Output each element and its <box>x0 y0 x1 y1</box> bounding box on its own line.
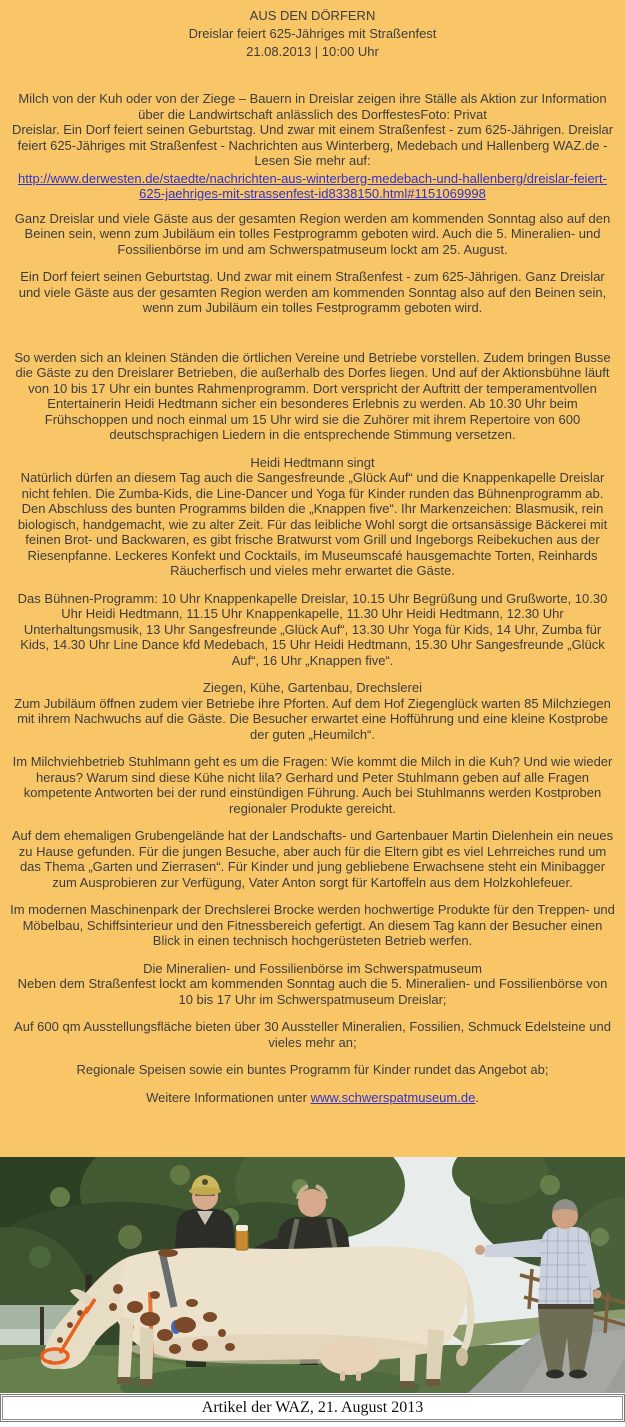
article-title: Dreislar feiert 625-Jähriges mit Straßenfest <box>188 26 437 41</box>
paragraph-lead: Dreislar. Ein Dorf feiert seinen Geburtstag. Und zwar mit einem Straßenfest - zum 625-Jährigen. Dreislar feiert 625-Jähriges mit Straßenfest - Nachrichten aus Winterberg, Medebach und Hallenberg WAZ.de - Lesen Sie mehr auf: <box>11 122 614 168</box>
article-photo <box>0 1157 625 1393</box>
paragraph-ausstellung: Auf 600 qm Ausstellungsfläche bieten über 30 Aussteller Mineralien, Fossilien, Schmuck Edelsteine und vieles mehr an; <box>14 1019 611 1050</box>
paragraph-info <box>9 1090 616 1106</box>
source-article-link[interactable]: http://www.derwesten.de/staedte/nachrichten-aus-winterberg-medebach-und-hallenberg/dreislar-feiert-625-jaehriges-mit-strassenfest-id8338150.html#1151069998 <box>18 170 607 201</box>
article-datetime: 21.08.2013 | 10:00 Uhr <box>246 44 379 59</box>
paragraph-dorf: Ein Dorf feiert seinen Geburtstag. Und zwar mit einem Straßenfest - zum 625-Jährigen. Ganz Dreislar und viele Gäste aus der gesamten Region werden am kommenden Sonntag also auf den Beinen sein, wenn zum Jubiläum ein tolles Festprogramm geboten wird. <box>18 269 607 315</box>
paragraph-speisen: Regionale Speisen sowie ein buntes Programm für Kinder rundet das Angebot ab; <box>76 1062 549 1077</box>
museum-link[interactable]: www.schwerspatmuseum.de <box>310 1089 476 1105</box>
info-prefix: Weitere Informationen unter <box>146 1089 311 1105</box>
paragraph-boerse: Neben dem Straßenfest lockt am kommenden Sonntag auch die 5. Mineralien- und Fossilienbörse von 10 bis 17 Uhr im Schwerspatmuseum Dreislar; <box>17 976 608 1007</box>
photo-beer-glass <box>236 1225 248 1250</box>
paragraph-staende: So werden sich an kleinen Ständen die örtlichen Vereine und Betriebe vorstellen. Zudem bringen Busse die Gäste zu den Dreislarer Betrieben, die außerhalb des Dorfes liegen. Und auf der Aktionsbühne läuft von 10 bis 17 Uhr ein buntes Rahmenprogramm. Dort verspricht der Auftritt der temperamentvollen Entertainerin Heidi Hedtmann sicher ein besonderes Erlebnis zu werden. Ab 10.30 Uhr beim Frühschoppen und noch einmal um 15 Uhr wird sie die Zuhörer mit ihrem Repertoire von 600 deutschsprachigen Liedern in die entsprechende Stimmung versetzen. <box>14 349 611 442</box>
source-link-line <box>9 171 616 202</box>
paragraph-stuhlmann: Im Milchviehbetrieb Stuhlmann geht es um die Fragen: Wie kommt die Milch in die Kuh? Und wie wieder heraus? Warum sind diese Kühe nicht lila? Gerhard und Peter Stuhlmann geben auf alle Fragen kompetente Antworten bei der rund einstündigen Führung. Auch bei Stuhlmanns werden Kostproben regionaler Produkte gereicht. <box>12 754 613 816</box>
farm-photo-illustration <box>0 1157 625 1393</box>
subhead-hedtmann: Heidi Hedtmann singt <box>250 454 375 470</box>
section-kicker: AUS DEN DÖRFERN <box>249 8 376 23</box>
photo-caption: Artikel der WAZ, 21. August 2013 <box>2 1396 623 1420</box>
paragraph-brocke: Im modernen Maschinenpark der Drechslerei Brocke werden hochwertige Produkte für den Treppen- und Möbelbau, Schiffsinterieur und den Fitnessbereich gefertigt. An diesem Tag kann der Besucher einen Blick in einen technisch hochgerüsteten Betrieb werfen. <box>10 902 615 948</box>
paragraph-programm: Das Bühnen-Programm: 10 Uhr Knappenkapelle Dreislar, 10.15 Uhr Begrüßung und Grußworte, 10.30 Uhr Heidi Hedtmann, 11.15 Uhr Knappenkapelle, 11.30 Uhr Heidi Hedtmann, 12.30 Uhr Unterhaltungsmusik, 13 Uhr Sangesfreunde „Glück Auf“, 13.30 Uhr Yoga für Kids, 14 Uhr, Zumba für Kids, 14.30 Uhr Line Dance kfd Medebach, 15 Uhr Heidi Hedtmann, 15.30 Uhr Sangesfreunde „Glück Auf“, 16 Uhr „Knappen five“. <box>17 590 608 668</box>
photo-caption-box <box>0 1394 625 1422</box>
paragraph-region: Ganz Dreislar und viele Gäste aus der gesamten Region werden am kommenden Sonntag also auf den Beinen sein, wenn zum Jubiläum ein tolles Festprogramm geboten wird. Auch die 5. Mineralien- und Fossilienbörse im und am Schwerspatmuseum lockt am 25. August. <box>14 210 611 257</box>
info-suffix: . <box>475 1089 479 1105</box>
paragraph-betriebe: Zum Jubiläum öffnen zudem vier Betriebe ihre Pforten. Auf dem Hof Ziegenglück warten 85 Milchziegen mit ihrem Nachwuchs auf die Gäste. Die Besucher erwartet eine Hofführung und eine kleine Kostprobe der guten „Heumilch“. <box>14 695 611 742</box>
subhead-boerse: Die Mineralien- und Fossilienbörse im Schwerspatmuseum <box>143 960 482 976</box>
paragraph-photo-credit: Milch von der Kuh oder von der Ziege – Bauern in Dreislar zeigen ihre Ställe als Aktion zur Information über die Landwirtschaft anlässlich des DorffestesFoto: Privat <box>18 91 607 122</box>
subhead-betriebe: Ziegen, Kühe, Gartenbau, Drechslerei <box>203 680 422 695</box>
paragraph-dielenhein: Auf dem ehemaligen Grubengelände hat der Landschafts- und Gartenbauer Martin Dielenhein ein neues zu Hause gefunden. Für die jungen Besuche, aber auch für die Eltern gibt es viel Lehrreiches rund um das Thema „Garten und Zierrasen“. Für Kinder und jung gebliebene Erwachsene steht ein Minibagger zum Ausprobieren zur Verfügung, Vater Anton sorgt für Kartoffeln aus dem Holzkohlefeuer. <box>11 828 614 890</box>
paragraph-hedtmann: Natürlich dürfen an diesem Tag auch die Sangesfreunde „Glück Auf“ und die Knappenkapelle Dreislar nicht fehlen. Die Zumba-Kids, die Line-Dancer und Yoga für Kinder runden das Bühnenprogramm ab. Den Abschluss des bunten Programms bilden die „Knappen five“. Ihr Markenzeichen: Blasmusik, rein biologisch, handgemacht, wie zu alter Zeit. Für das leibliche Wohl sorgt die ortsansässige Bäckerei mit feinen Brot- und Backwaren, es gibt frische Bratwurst vom Grill und Ingeborgs Reibekuchen aus der Riesenpfanne. Leckeres Konfekt und Cocktails, im Museumscafé hausgemachte Torten, Reinhards Räucherfisch und vieles mehr erwartet die Gäste. <box>17 470 608 578</box>
bottom-margin <box>0 1422 625 1427</box>
